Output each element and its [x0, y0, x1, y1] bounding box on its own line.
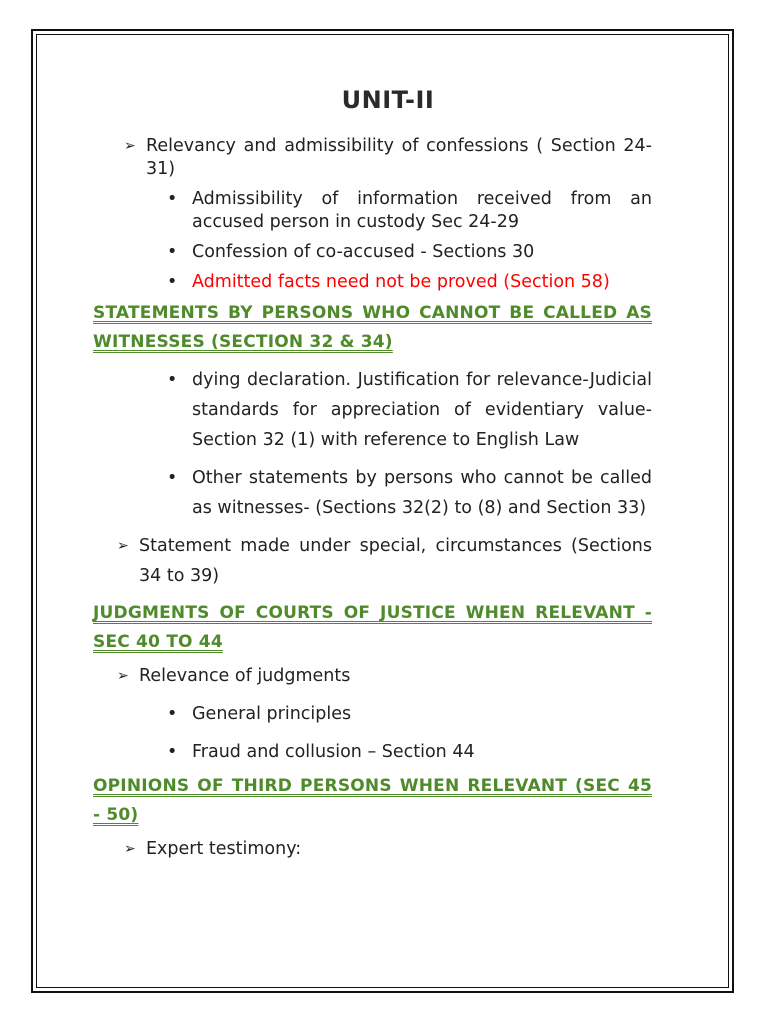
bullet-item [93, 741, 652, 764]
bullet-item [93, 463, 652, 523]
bullet-text: Fraud and collusion – Section 44 [192, 742, 475, 762]
bullet-text: General principles [192, 704, 352, 724]
list-item-text: Expert testimony: [146, 839, 302, 859]
arrow-bullet-icon: ➢ [124, 138, 136, 154]
bullet-text: dying declaration. Justification for relevance-Judicial standards for appreciation of evidentiary value-Section 32 (1) with reference to English Law [192, 370, 652, 450]
list-item-expert-testimony [93, 838, 652, 861]
bullet-text: Other statements by persons who cannot be called as witnesses- (Sections 32(2) to (8) and Section 33) [192, 468, 652, 518]
section-heading-judgments: JUDGMENTS OF COURTS OF JUSTICE WHEN RELEVANT - SEC 40 TO 44 [93, 603, 652, 652]
bullet-item-highlighted [93, 271, 652, 294]
bullet-dot-icon: • [167, 272, 178, 292]
section-heading-statements: STATEMENTS BY PERSONS WHO CANNOT BE CALLED AS WITNESSES (SECTION 32 & 34) [93, 303, 652, 352]
bullet-text: Confession of co-accused - Sections 30 [192, 242, 535, 262]
bullet-dot-icon: • [167, 370, 178, 390]
bullet-item [93, 703, 652, 726]
list-item-text: Statement made under special, circumstances (Sections 34 to 39) [139, 536, 652, 586]
document-body [93, 135, 652, 861]
bullet-dot-icon: • [167, 468, 178, 488]
bullet-item [93, 188, 652, 234]
arrow-bullet-icon: ➢ [117, 668, 129, 684]
bullet-dot-icon: • [167, 704, 178, 724]
arrow-bullet-icon: ➢ [117, 538, 129, 554]
list-item-text: Relevancy and admissibility of confessions ( Section 24-31) [146, 136, 652, 179]
bullet-item [93, 365, 652, 455]
bullet-dot-icon: • [167, 742, 178, 762]
bullet-dot-icon: • [167, 242, 178, 262]
bullet-item [93, 241, 652, 264]
bullet-text: Admitted facts need not be proved (Section 58) [192, 272, 610, 292]
arrow-bullet-icon: ➢ [124, 841, 136, 857]
bullet-text: Admissibility of information received from an accused person in custody Sec 24-29 [192, 189, 652, 232]
list-item-relevance-judgments [93, 665, 652, 688]
list-item-special-circumstances [93, 531, 652, 591]
list-item-confessions [93, 135, 652, 181]
list-item-text: Relevance of judgments [139, 666, 351, 686]
section-heading-opinions: OPINIONS OF THIRD PERSONS WHEN RELEVANT (SEC 45 - 50) [93, 776, 652, 825]
bullet-dot-icon: • [167, 189, 178, 209]
page-title: UNIT-II [341, 86, 435, 114]
